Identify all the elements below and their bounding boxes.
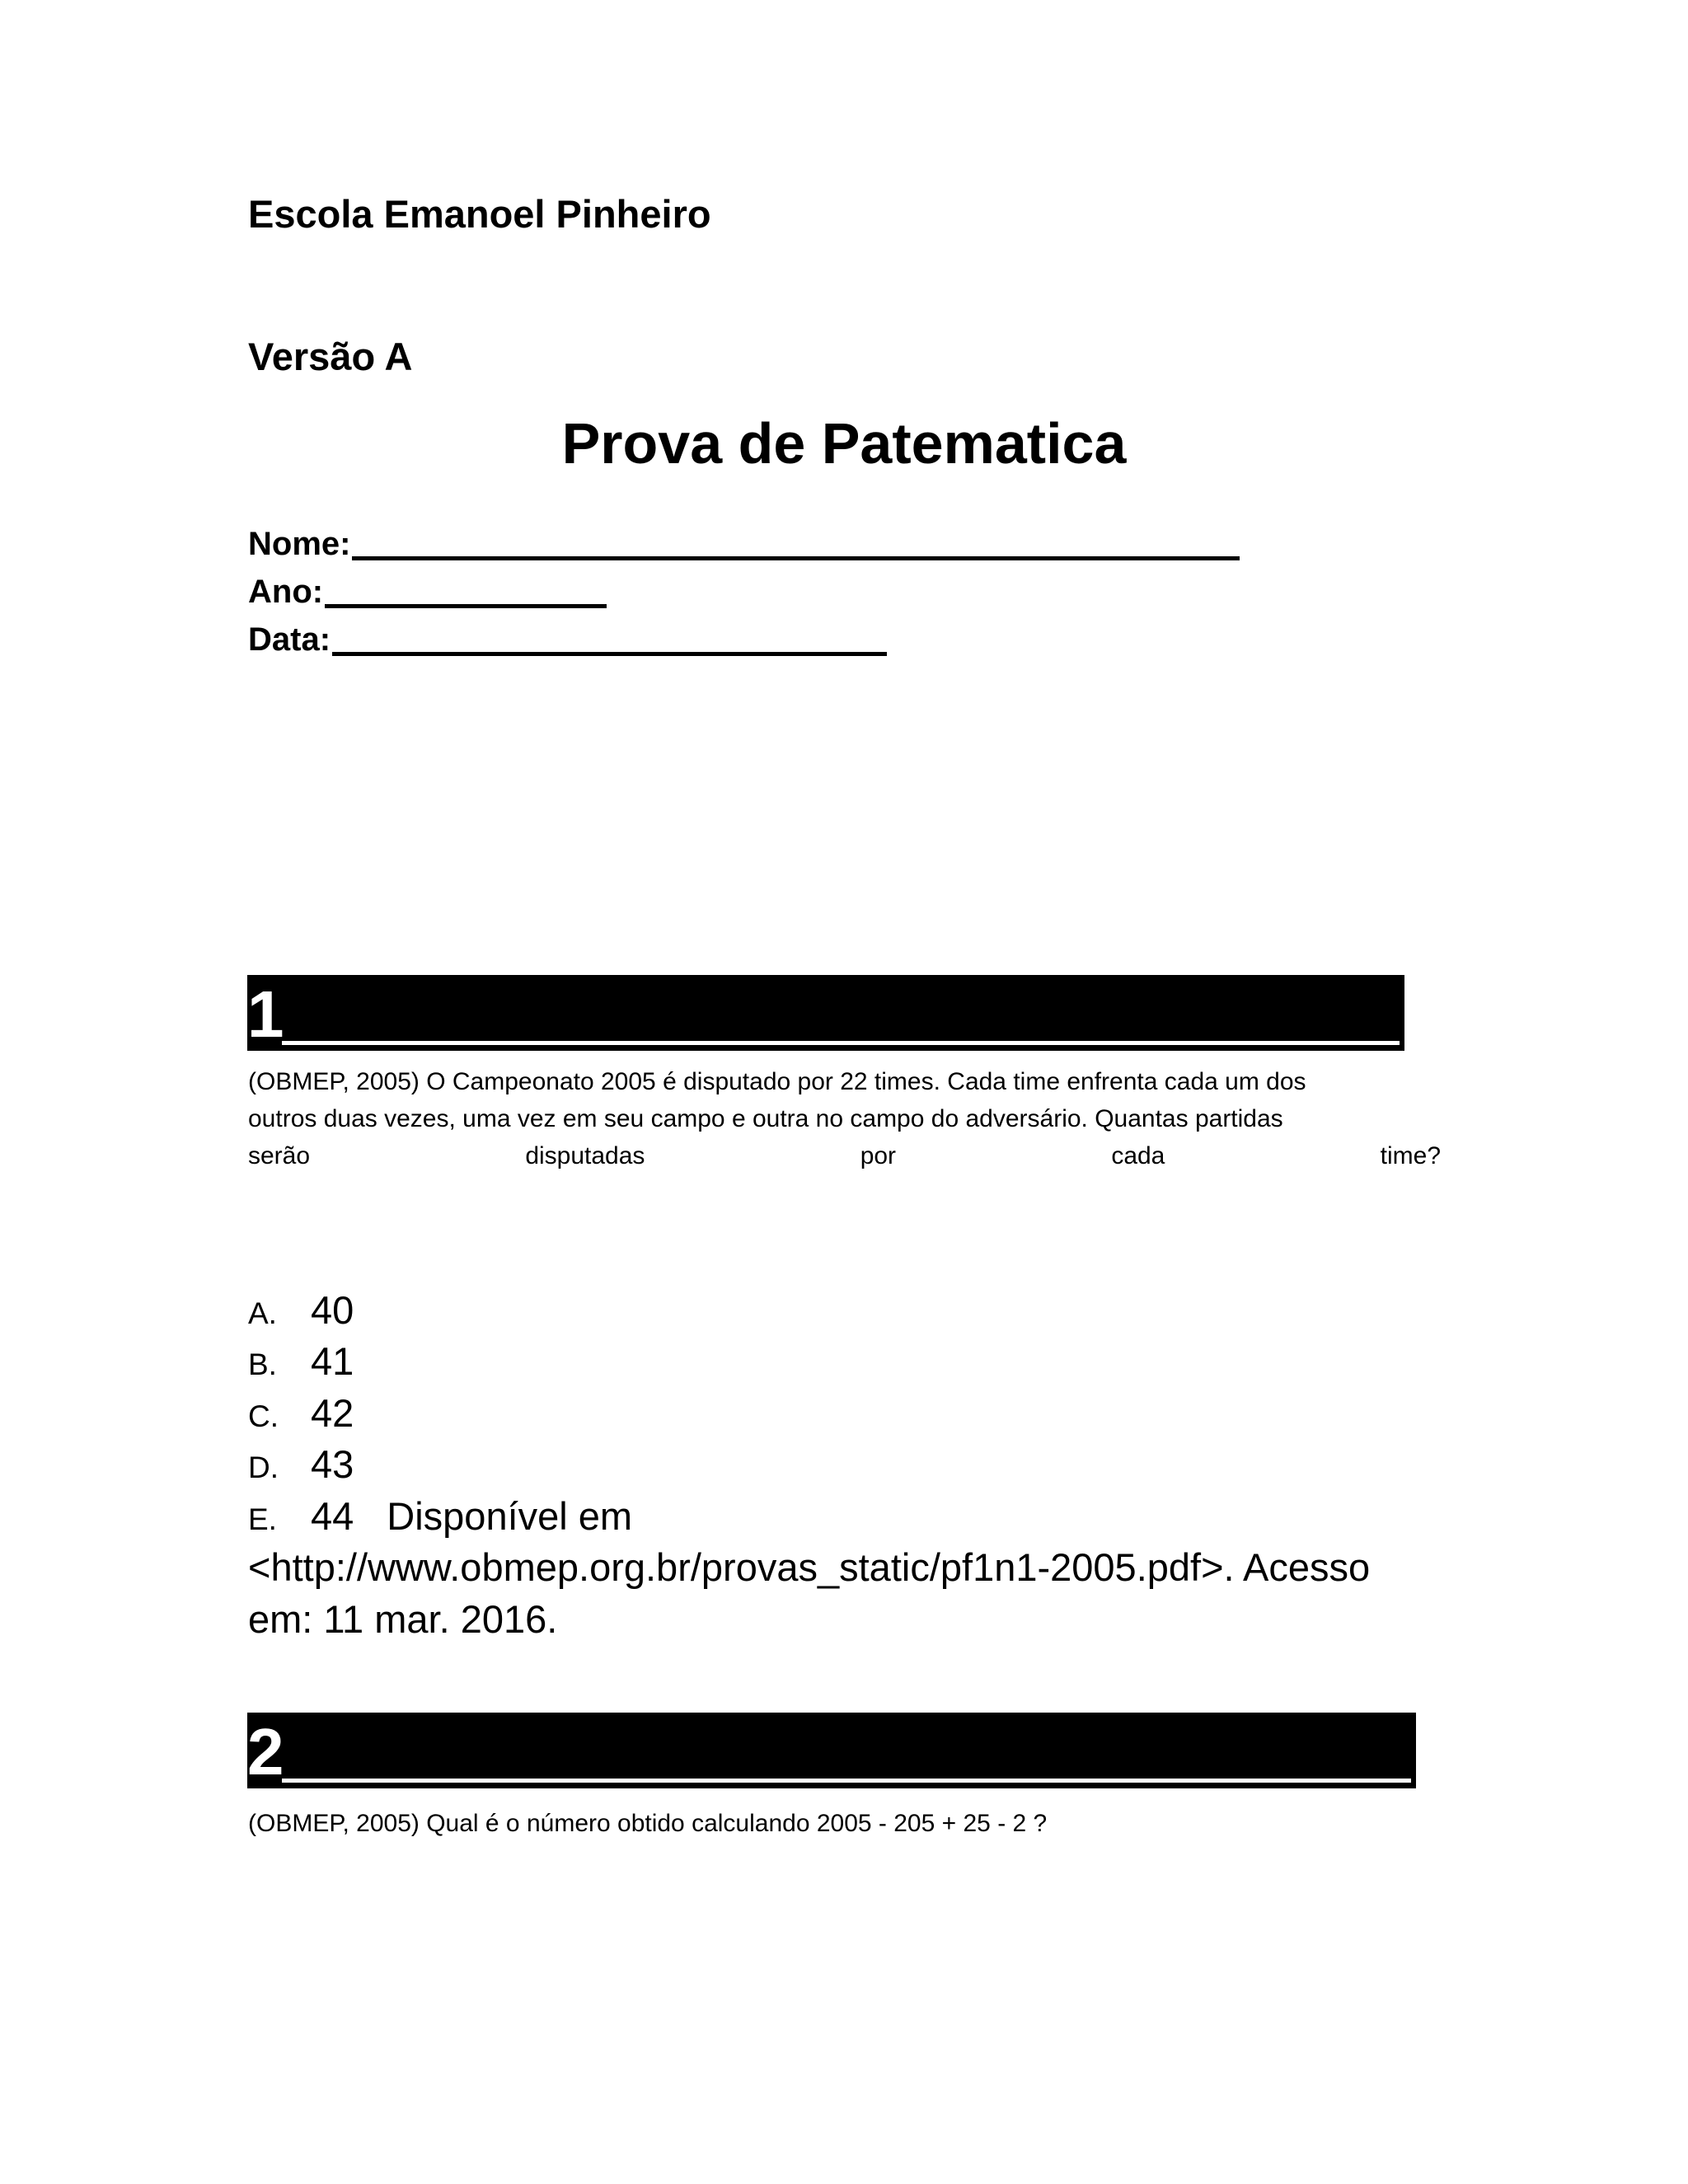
option-letter: D. — [248, 1451, 279, 1484]
name-field — [248, 527, 1240, 560]
year-blank-line — [325, 578, 607, 608]
question-2-number: 2 — [247, 1715, 284, 1788]
option-letter: C. — [248, 1399, 279, 1433]
option-value: 40 — [311, 1288, 354, 1332]
question-2-text: (OBMEP, 2005) Qual é o número obtido calculando 2005 - 205 + 25 - 2 ? — [248, 1810, 1048, 1837]
name-label: Nome: — [248, 526, 351, 562]
exam-version: Versão A — [248, 335, 413, 378]
date-label: Data: — [248, 621, 331, 658]
question-1-word: cada — [1111, 1142, 1165, 1169]
question-2-underline — [282, 1779, 1411, 1783]
option-value: 41 — [311, 1339, 354, 1383]
option-value: 42 — [311, 1391, 354, 1435]
source-line-3: em: 11 mar. 2016. — [248, 1597, 558, 1641]
question-1-header — [247, 975, 1404, 1051]
exam-title: Prova de Patematica — [561, 411, 1127, 476]
source-line-1: Disponível em — [387, 1494, 633, 1538]
option-d — [248, 1442, 354, 1486]
year-field — [248, 575, 607, 608]
source-line-2: <http://www.obmep.org.br/provas_static/pf1n1-2005.pdf>. Acesso — [248, 1545, 1371, 1589]
question-1-underline — [282, 1041, 1400, 1045]
question-1-word: por — [860, 1142, 897, 1169]
option-letter: B. — [248, 1347, 277, 1381]
question-1-number: 1 — [247, 977, 284, 1051]
question-1-line-1: (OBMEP, 2005) O Campeonato 2005 é disputado por 22 times. Cada time enfrenta cada um dos — [248, 1068, 1306, 1095]
option-b — [248, 1339, 354, 1383]
option-e — [248, 1494, 633, 1538]
option-value: 44 — [311, 1494, 354, 1538]
name-blank-line — [352, 530, 1240, 560]
question-1-line-3 — [248, 1137, 1441, 1174]
question-1-line-2: outros duas vezes, uma vez em seu campo e outra no campo do adversário. Quantas partidas — [248, 1105, 1283, 1132]
question-1-word: disputadas — [525, 1142, 645, 1169]
option-c — [248, 1391, 354, 1435]
option-letter: E. — [248, 1502, 277, 1536]
question-1-word: serão — [248, 1142, 311, 1169]
school-name: Escola Emanoel Pinheiro — [248, 192, 711, 236]
question-2-header — [247, 1713, 1416, 1788]
date-blank-line — [332, 626, 887, 656]
question-1-text — [248, 1063, 1441, 1174]
option-value: 43 — [311, 1442, 354, 1486]
option-a — [248, 1288, 354, 1332]
question-1-word: time? — [1380, 1142, 1441, 1169]
date-field — [248, 623, 887, 656]
year-label: Ano: — [248, 574, 324, 610]
option-letter: A. — [248, 1296, 277, 1330]
